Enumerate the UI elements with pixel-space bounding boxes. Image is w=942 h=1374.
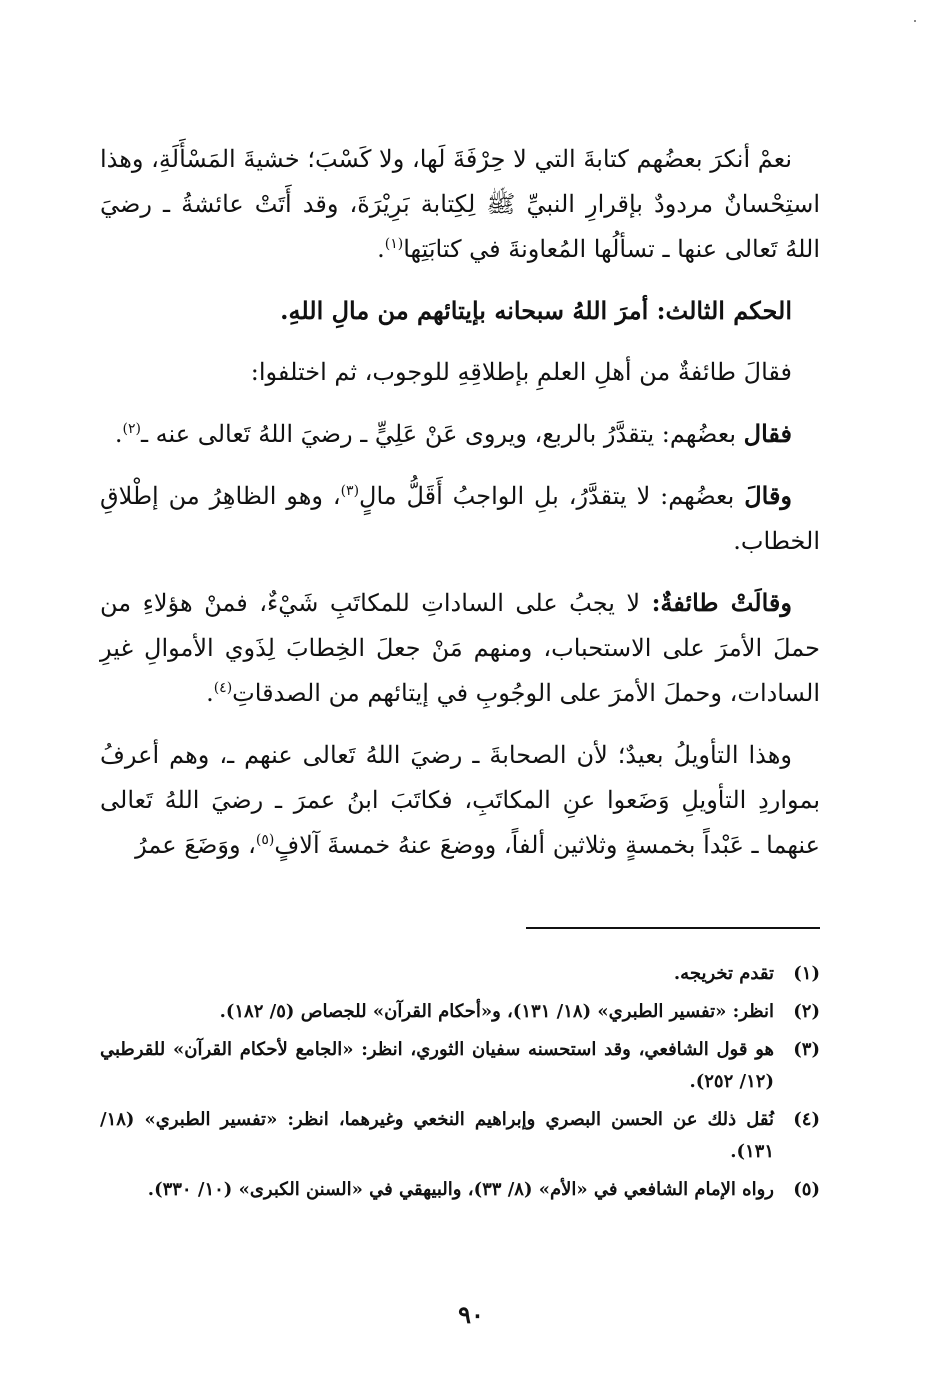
paragraph-text: فقالَ طائفةٌ من أهلِ العلمِ بإطلاقِهِ للوجوب، ثم اختلفوا: xyxy=(250,358,792,386)
footnote-number: (٥) xyxy=(793,1179,820,1200)
footnotes xyxy=(100,958,820,1212)
footnote-ref[interactable]: (٤) xyxy=(213,680,233,696)
paragraph-lead: وقالَ xyxy=(744,481,792,510)
footnote-text: تقدم تخريجه. xyxy=(673,963,774,984)
heading-ruling-three xyxy=(100,288,820,333)
footnote-divider xyxy=(526,927,820,929)
footnote-item xyxy=(100,1034,820,1098)
footnote-text: نُقل ذلك عن الحسن البصري وإبراهيم النخعي وغيرهما، انظر: «تفسير الطبري» (١٨/ ١٣١). xyxy=(100,1109,774,1162)
paragraph-tail: . xyxy=(377,235,385,263)
paragraph-text: بعضُهم: لا يتقدَّرُ، بلِ الواجبُ أَقَلُّ مالٍ xyxy=(359,482,745,510)
paragraph xyxy=(100,473,820,564)
paragraph xyxy=(100,580,820,716)
paragraph-tail: . xyxy=(114,420,123,448)
footnote-ref[interactable]: (١) xyxy=(384,236,404,252)
main-text xyxy=(100,136,820,884)
paragraph xyxy=(100,411,820,457)
paragraph xyxy=(100,732,820,868)
footnote-number: (٢) xyxy=(793,1001,820,1022)
footnote-text: هو قول الشافعي، وقد استحسنه سفيان الثوري، انظر: «الجامع لأحكام القرآن» للقرطبي (١٢/ ٢٥٢). xyxy=(100,1039,774,1092)
paragraph-text: وهذا التأويلُ بعيدٌ؛ لأن الصحابةَ ـ رضيَ اللهُ تَعالى عنهم ـ، وهم أعرفُ بمواردِ التأويلِ وَضَعوا عنِ المكاتَبِ، فكاتَبَ ابنُ عمرَ ـ رضيَ اللهُ تَعالى عنهما ـ عَبْداً بخمسةٍ وثلاثين ألفاً، ووضعَ عنهُ خمسةَ آلافٍ xyxy=(100,741,820,859)
footnote-number: (١) xyxy=(793,963,820,984)
footnote-item xyxy=(100,958,820,990)
paragraph-text: نعمْ أنكرَ بعضُهم كتابةَ التي لا حِرْفَةَ لَها، ولا كَسْبَ؛ خشيةَ المَسْأَلَةِ، وهذا استِحْسانٌ مردودٌ بإقرارِ النبيِّ ﷺ لِكِتابة بَرِيْرَةَ، وقد أَتَتْ عائشةُ ـ رضيَ اللهُ تَعالى عنها ـ تسألُها المُعاونةَ في كتابَتِها xyxy=(100,145,821,263)
footnote-text: انظر: «تفسير الطبري» (١٨/ ١٣١)، و«أحكام القرآن» للجصاص (٥/ ١٨٢). xyxy=(219,1001,774,1022)
footnote-ref[interactable]: (٣) xyxy=(340,483,360,499)
paragraph-text: لا يجبُ على الساداتِ للمكاتَبِ شَيْءٌ، فمنْ هؤلاءِ من حملَ الأمرَ على الاستحباب، ومنهم مَنْ جعلَ الخِطابَ لِذَوي الأموالِ غيرِ السادات، وحملَ الأمرَ على الوجُوبِ في إيتائهم من الصدقاتِ xyxy=(100,589,820,707)
paragraph-tail: . xyxy=(206,679,214,707)
footnote-ref[interactable]: (٢) xyxy=(122,421,141,437)
footnote-item xyxy=(100,996,820,1028)
footnote-item xyxy=(100,1104,820,1168)
page-number: ٩٠ xyxy=(458,1300,484,1329)
paragraph xyxy=(100,136,820,272)
paragraph-tail: ، ووَضَعَ عمرُ xyxy=(135,831,256,859)
paragraph-lead: فقال xyxy=(743,419,792,448)
paragraph-lead: وقالَتْ طائفةٌ: xyxy=(651,588,792,617)
footnote-text: رواه الإمام الشافعي في «الأم» (٨/ ٣٣)، والبيهقي في «السنن الكبرى» (١٠/ ٣٣٠). xyxy=(147,1179,774,1200)
paragraph-lead: الحكم الثالث: أمرَ اللهُ سبحانه بإيتائهم من مالِ اللهِ. xyxy=(280,296,792,325)
paragraph-tail: ، وهو الظاهِرُ من إطْلاقِ الخطاب. xyxy=(100,482,820,555)
footnote-ref[interactable]: (٥) xyxy=(255,832,275,848)
footnote-number: (٤) xyxy=(793,1109,820,1130)
footnote-item xyxy=(100,1174,820,1206)
paragraph xyxy=(100,349,820,395)
scan-mark xyxy=(914,20,916,22)
footnote-number: (٣) xyxy=(793,1039,820,1060)
paragraph-text: بعضُهم: يتقدَّرُ بالربع، ويروى عَنْ عَلِيٍّ ـ رضيَ اللهُ تَعالى عنه ـ xyxy=(141,420,744,448)
